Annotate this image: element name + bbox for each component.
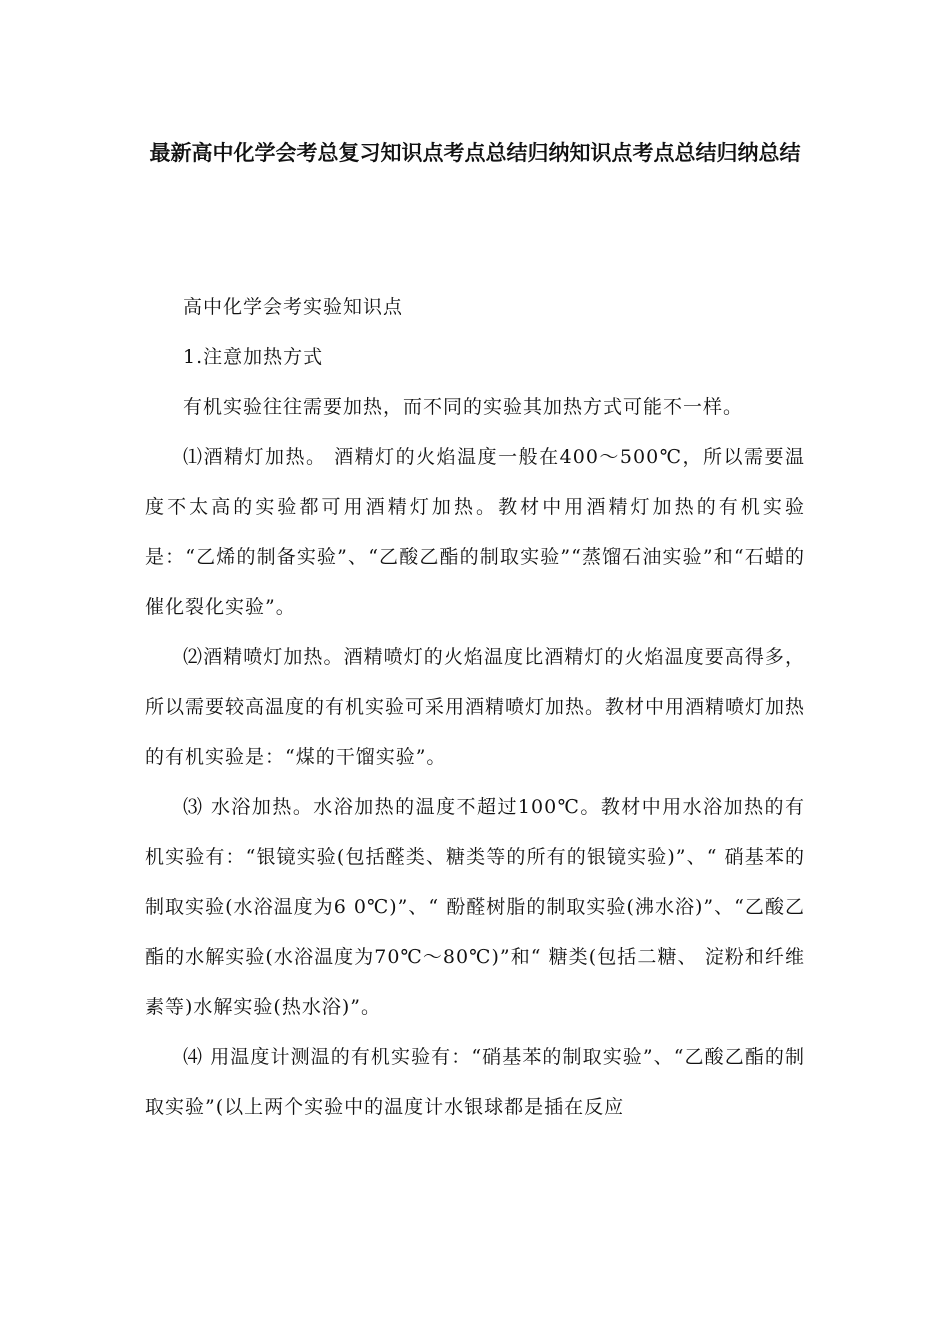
paragraph: ⑷ 用温度计测温的有机实验有：“硝基苯的制取实验”、“乙酸乙酯的制取实验”(以上两个实验中的温度计水银球都是插在反应 <box>145 1046 805 1118</box>
document-title: 最新高中化学会考总复习知识点考点总结归纳知识点考点总结归纳总结 <box>149 141 801 165</box>
subsection-heading: 1.注意加热方式 <box>183 346 324 368</box>
document-body <box>145 282 805 1132</box>
section-heading: 高中化学会考实验知识点 <box>183 296 404 318</box>
paragraph: 有机实验往往需要加热，而不同的实验其加热方式可能不一样。 <box>183 396 744 418</box>
paragraph: ⑵酒精喷灯加热。酒精喷灯的火焰温度比酒精灯的火焰温度要高得多，所以需要较高温度的有机实验可采用酒精喷灯加热。教材中用酒精喷灯加热的有机实验是：“煤的干馏实验”。 <box>145 646 806 768</box>
paragraph: ⑴酒精灯加热。 酒精灯的火焰温度一般在400～500℃，所以需要温度不太高的实验都可用酒精灯加热。教材中用酒精灯加热的有机实验是：“乙烯的制备实验”、“乙酸乙酯的制取实验”“蒸馏石油实验”和“石蜡的催化裂化实验”。 <box>145 446 805 618</box>
paragraph: ⑶ 水浴加热。水浴加热的温度不超过100℃。教材中用水浴加热的有机实验有：“银镜实验(包括醛类、糖类等的所有的银镜实验)”、“ 硝基苯的制取实验(水浴温度为6 0℃)”、“ 酚醛树脂的制取实验(沸水浴)”、“乙酸乙酯的水解实验(水浴温度为70℃～80℃)”和“ 糖类(包括二糖、 淀粉和纤维素等)水解实验(热水浴)”。 <box>145 796 805 1018</box>
